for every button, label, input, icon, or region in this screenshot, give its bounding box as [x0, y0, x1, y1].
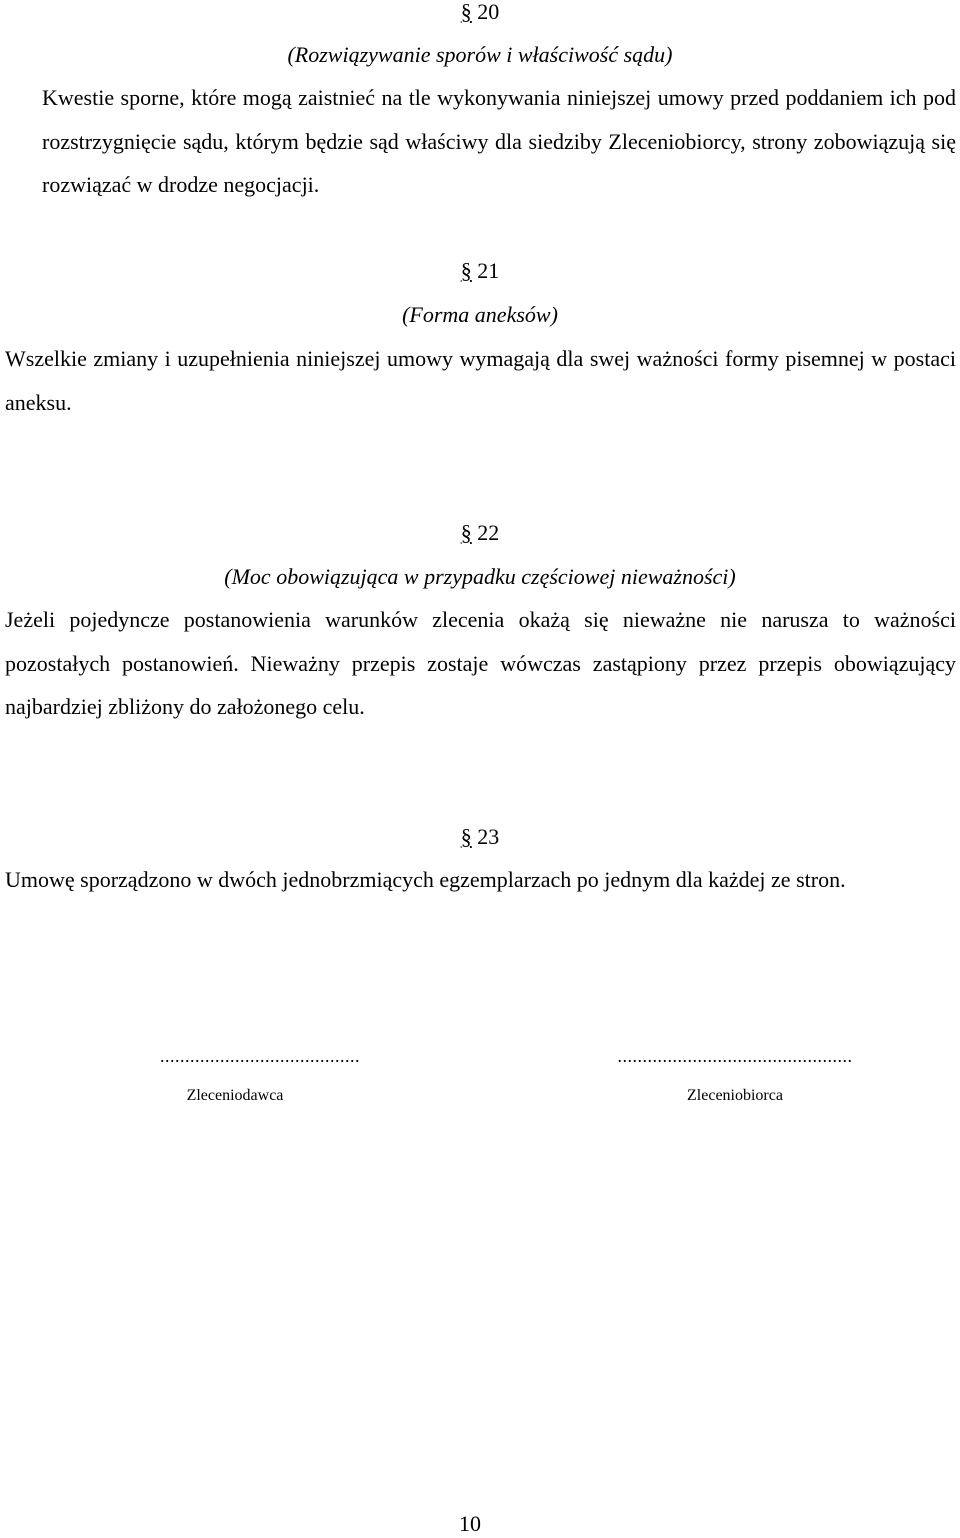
section-20-text: Kwestie sporne, które mogą zaistnieć na tle wykonywania niniejszej umowy przed poddaniem ich pod rozstrzygnięcie sądu, którym będzie sąd właściwy dla siedziby Zleceniobiorcy, strony zobowiązują się rozwiązać w drodze negocjacji. [42, 85, 956, 197]
section-22-title: (Moc obowiązująca w przypadku częściowej nieważności) [224, 564, 736, 589]
section-sign: § [460, 520, 472, 545]
signature-zleceniodawca [160, 1045, 360, 1107]
signature-label: Zleceniodawca [186, 1087, 284, 1104]
section-number: 22 [477, 520, 500, 545]
section-21-text: Wszelkie zmiany i uzupełnienia niniejszej umowy wymagają dla swej ważności formy pisemnej w postaci aneksu. [5, 346, 956, 415]
section-sign: § [460, 258, 472, 283]
section-22-text: Jeżeli pojedyncze postanowienia warunków zlecenia okażą się nieważne nie narusza to ważności pozostałych postanowień. Nieważny przepis zostaje wówczas zastąpiony przez przepis obowiązujący najbardziej zbliżony do założonego celu. [5, 607, 956, 719]
signature-line: ........................................ [160, 1046, 360, 1066]
section-21-heading [0, 257, 960, 285]
signature-label: Zleceniobiorca [687, 1087, 783, 1104]
section-number: 23 [477, 824, 500, 849]
signature-line: ............................................... [617, 1046, 853, 1066]
page-number: 10 [459, 1511, 481, 1536]
section-20-title: (Rozwiązywanie sporów i właściwość sądu) [287, 42, 673, 67]
section-22-heading [0, 519, 960, 547]
section-number: 20 [477, 0, 500, 24]
section-sign: § [460, 824, 472, 849]
section-sign: § [460, 0, 472, 24]
section-21-title: (Forma aneksów) [402, 302, 558, 327]
section-number: 21 [477, 258, 500, 283]
section-20-heading [0, 0, 960, 26]
signature-zleceniobiorca [595, 1045, 875, 1107]
section-23-heading [0, 823, 960, 851]
section-23-text: Umowę sporządzono w dwóch jednobrzmiących egzemplarzach po jednym dla każdej ze stron. [5, 867, 846, 892]
